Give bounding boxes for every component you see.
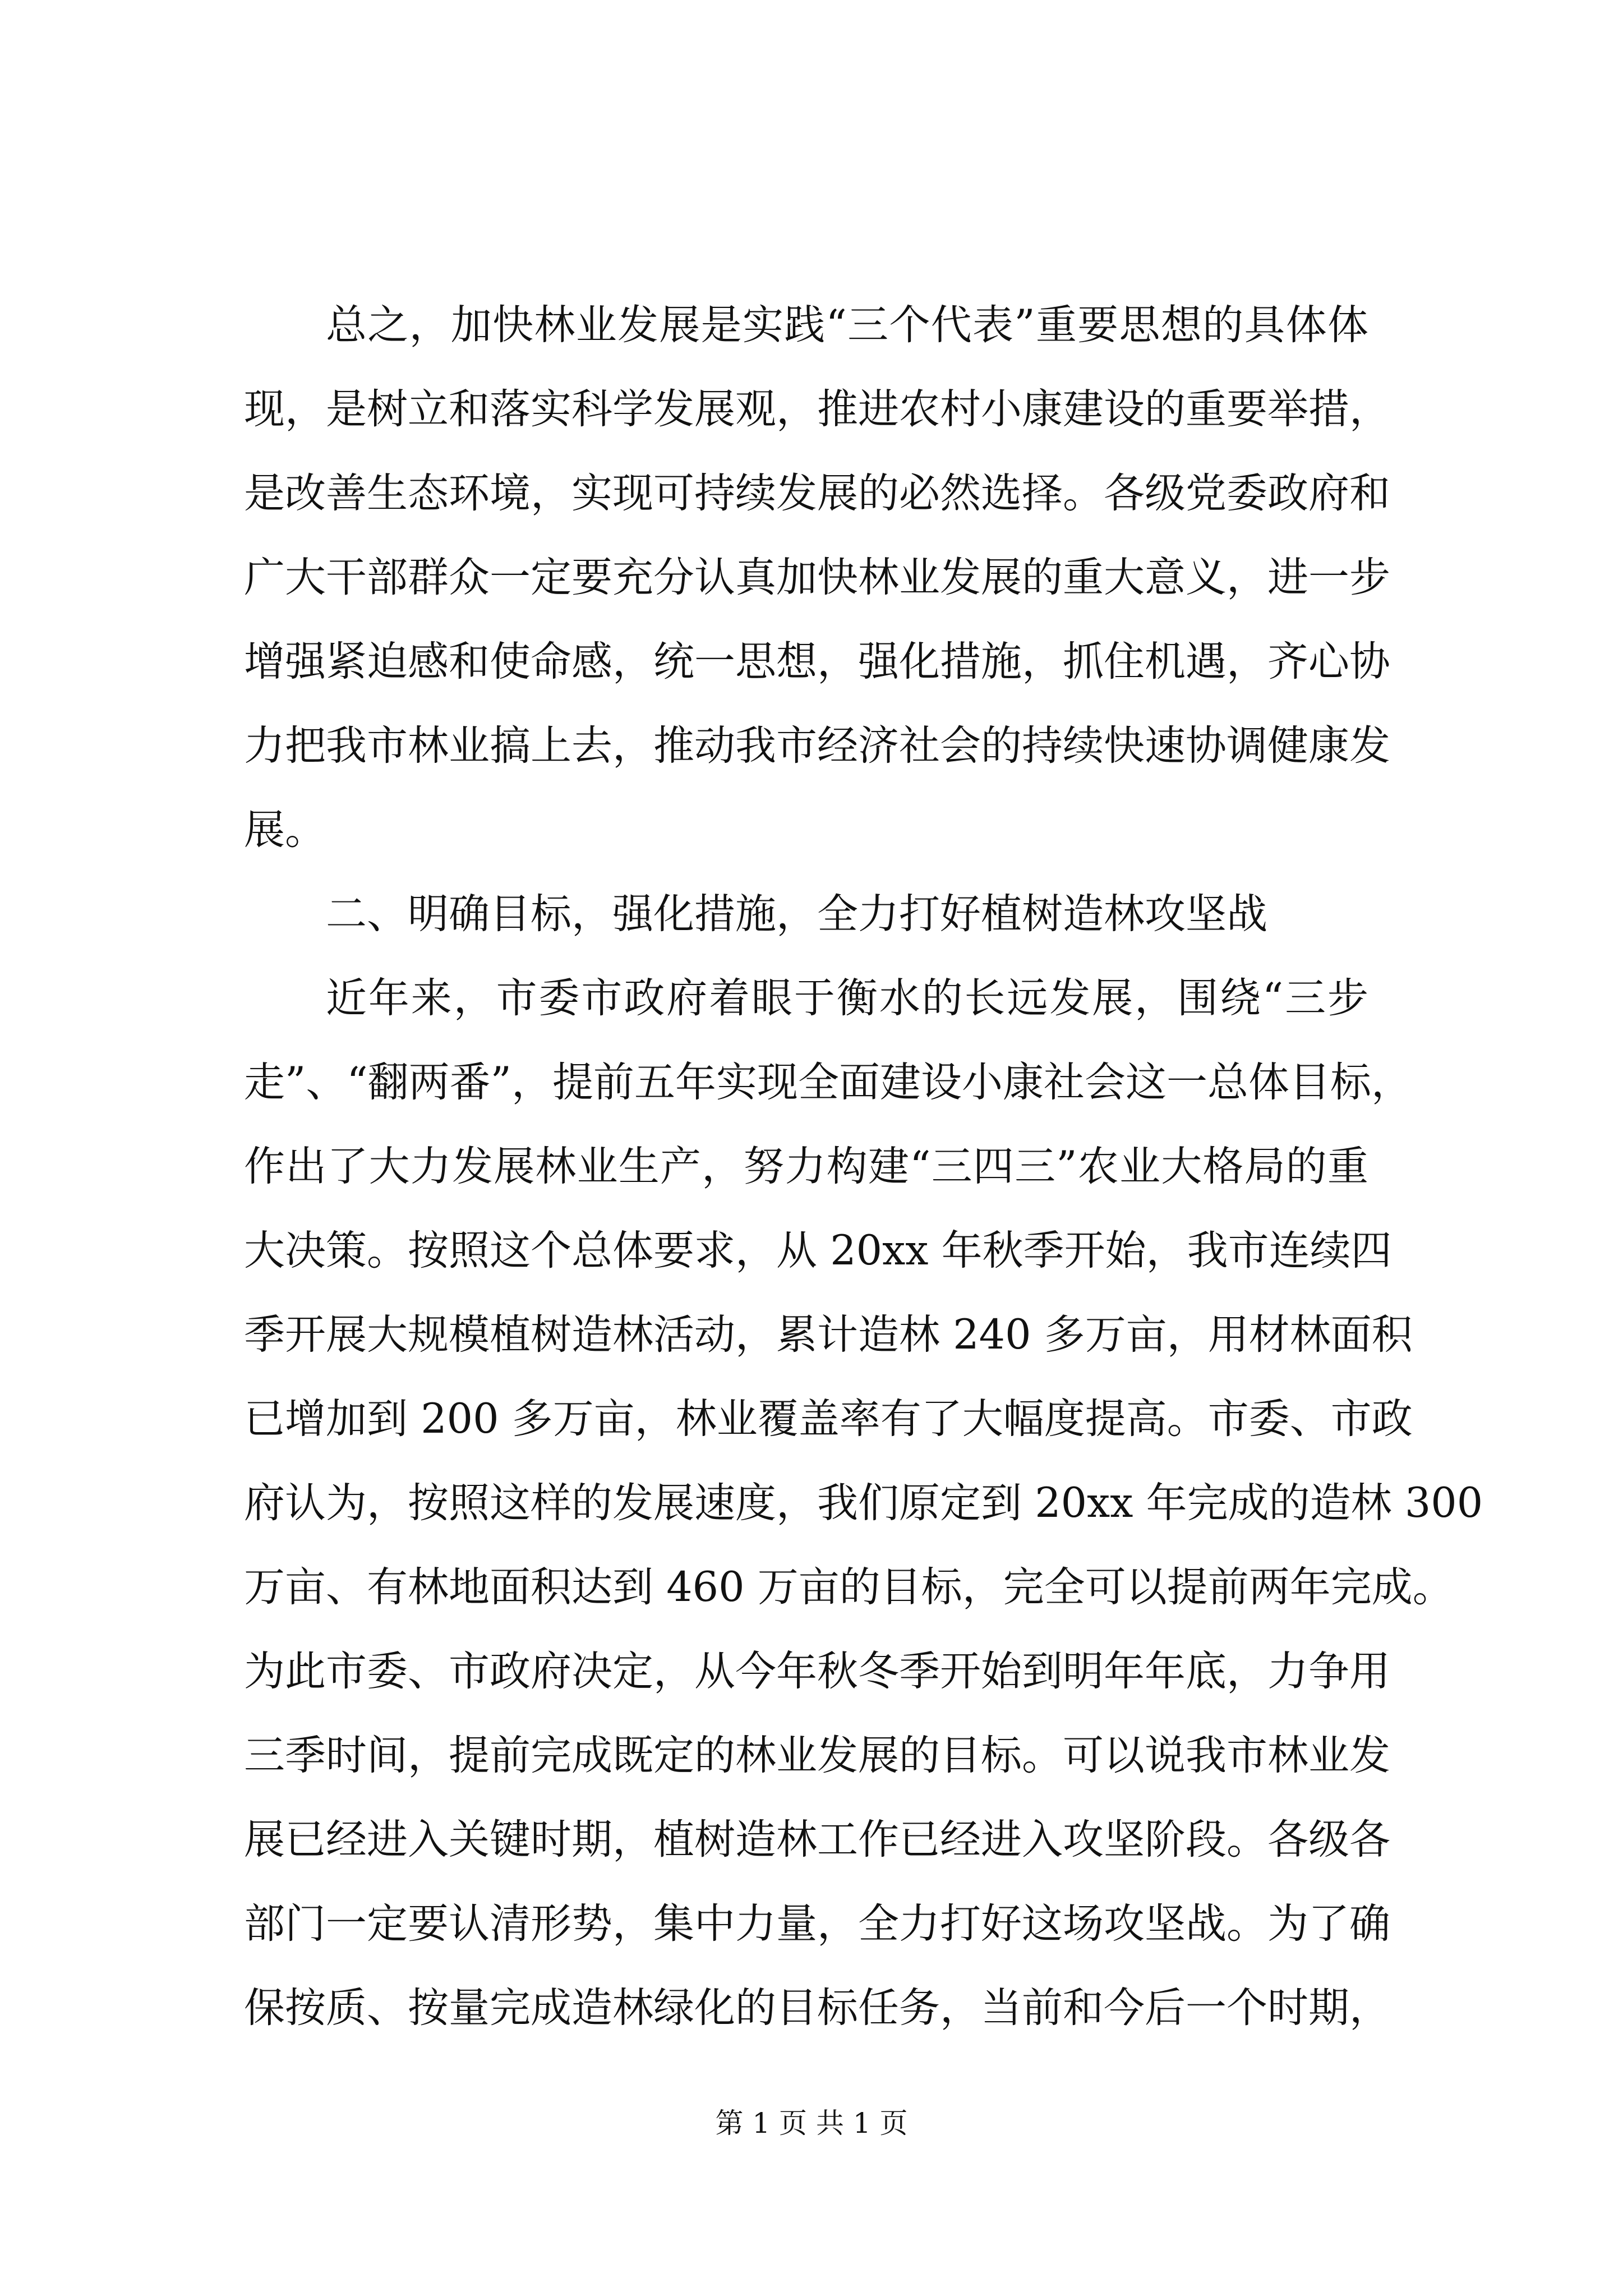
- paragraph-2-line-1: 近年来，市委市政府着眼于衡水的长远发展，围绕“三步: [326, 974, 1368, 1022]
- paragraph-1-line-2: 现，是树立和落实科学发展观，推进农村小康建设的重要举措，: [244, 385, 1390, 433]
- paragraph-2-line-6: 已增加到 200 多万亩，林业覆盖率有了大幅度提高。市委、市政: [244, 1395, 1413, 1443]
- paragraph-1-line-7: 展。: [244, 806, 326, 854]
- paragraph-2-line-7: 府认为，按照这样的发展速度，我们原定到 20xx 年完成的造林 300: [244, 1479, 1483, 1527]
- paragraph-1-line-5: 增强紧迫感和使命感，统一思想，强化措施，抓住机遇，齐心协: [244, 638, 1390, 685]
- paragraph-2-line-5: 季开展大规模植树造林活动，累计造林 240 多万亩，用材林面积: [244, 1311, 1413, 1359]
- paragraph-2-line-2: 走”、“翻两番”，提前五年实现全面建设小康社会这一总体目标，: [244, 1059, 1412, 1106]
- paragraph-2-line-3: 作出了大力发展林业生产，努力构建“三四三”农业大格局的重: [244, 1143, 1368, 1190]
- paragraph-2-line-12: 部门一定要认清形势，集中力量，全力打好这场攻坚战。为了确: [244, 1900, 1390, 1948]
- paragraph-2-line-13: 保按质、按量完成造林绿化的目标任务，当前和今后一个时期，: [244, 1984, 1390, 2032]
- paragraph-2-line-4: 大决策。按照这个总体要求，从 20xx 年秋季开始，我市连续四: [244, 1227, 1392, 1274]
- page-footer: 第 1 页 共 1 页: [715, 2107, 908, 2139]
- paragraph-1-line-6: 力把我市林业搞上去，推动我市经济社会的持续快速协调健康发: [244, 722, 1390, 770]
- section-heading: 二、明确目标，强化措施，全力打好植树造林攻坚战: [326, 890, 1267, 938]
- paragraph-1-line-3: 是改善生态环境，实现可持续发展的必然选择。各级党委政府和: [244, 470, 1390, 517]
- paragraph-2-line-9: 为此市委、市政府决定，从今年秋冬季开始到明年年底，力争用: [244, 1648, 1390, 1695]
- paragraph-1-line-1: 总之，加快林业发展是实践“三个代表”重要思想的具体体: [326, 301, 1368, 349]
- paragraph-2-line-11: 展已经进入关键时期，植树造林工作已经进入攻坚阶段。各级各: [244, 1816, 1390, 1864]
- paragraph-2-line-10: 三季时间，提前完成既定的林业发展的目标。可以说我市林业发: [244, 1732, 1390, 1779]
- paragraph-2-line-8: 万亩、有林地面积达到 460 万亩的目标，完全可以提前两年完成。: [244, 1563, 1454, 1611]
- paragraph-1-line-4: 广大干部群众一定要充分认真加快林业发展的重大意义，进一步: [244, 554, 1390, 601]
